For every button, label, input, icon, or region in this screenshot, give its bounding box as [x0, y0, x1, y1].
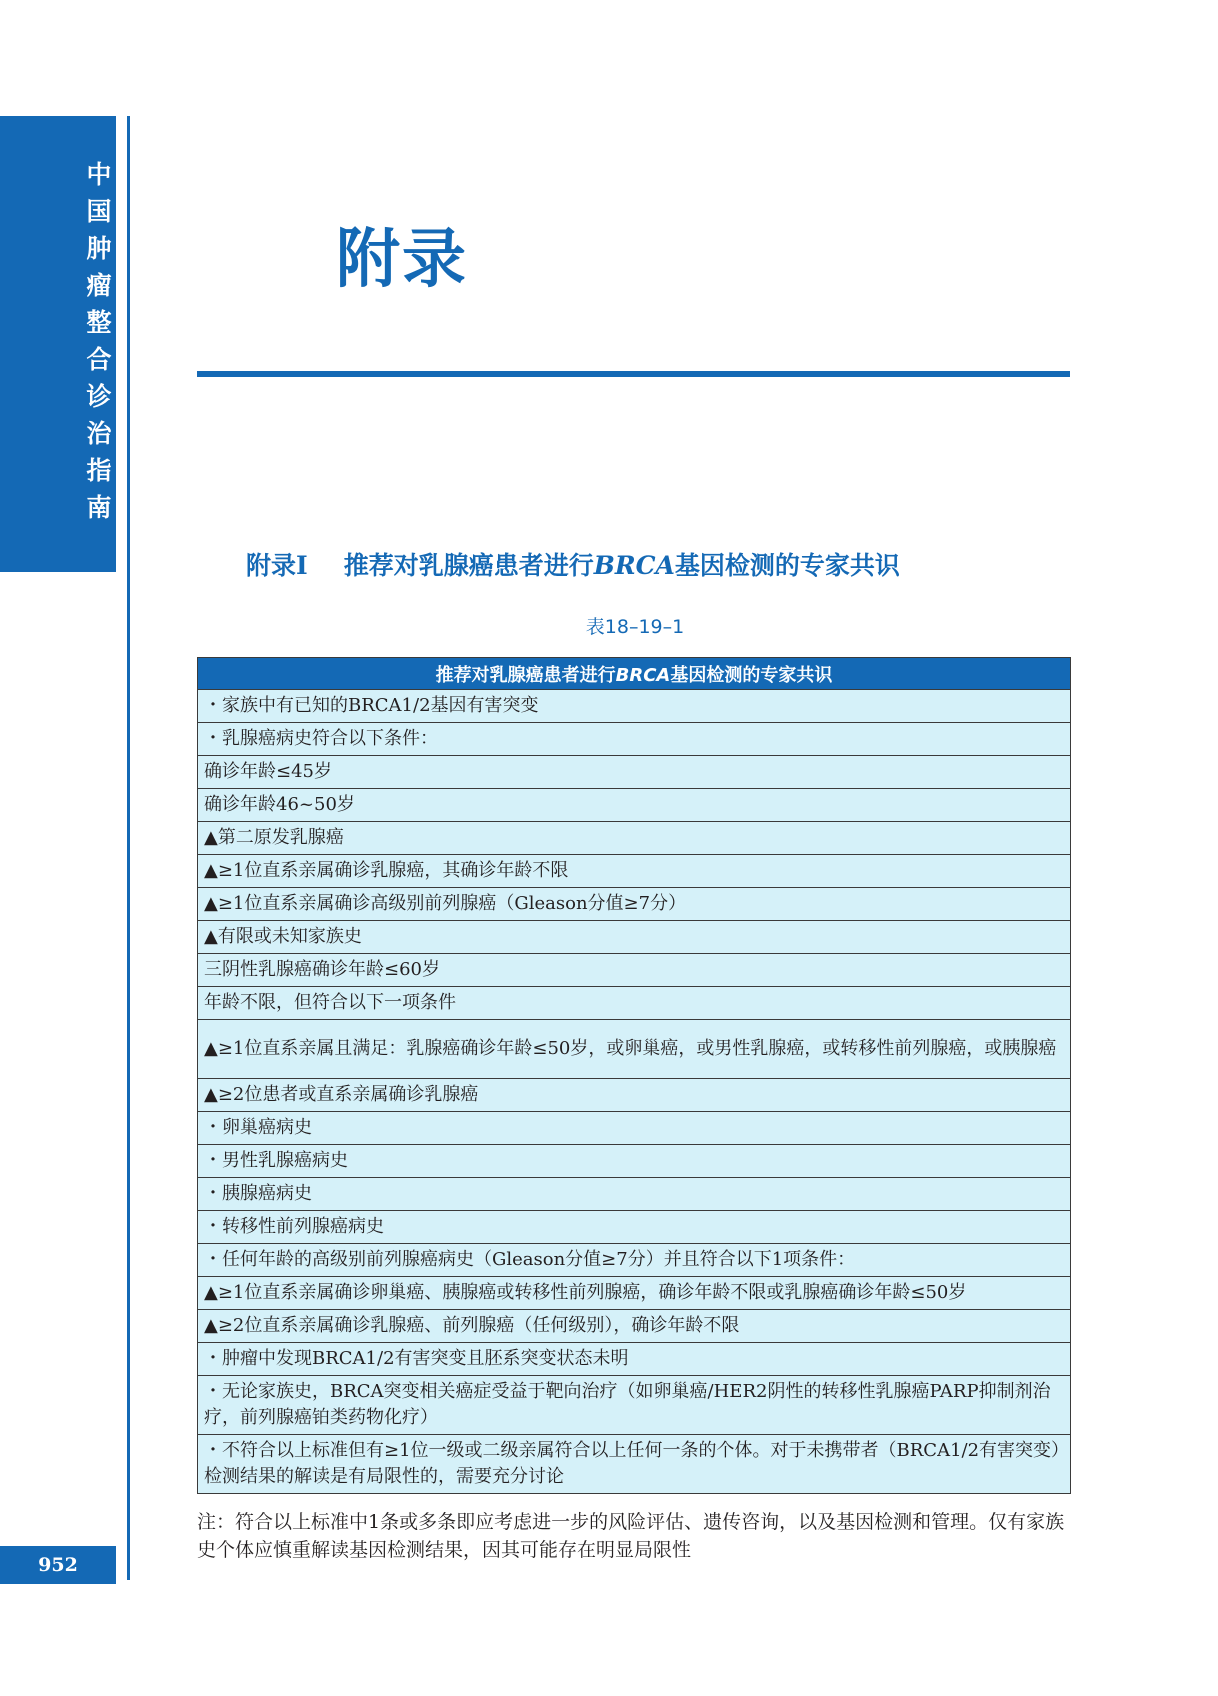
table-row	[198, 921, 1071, 954]
table-cell: ・胰腺癌病史	[198, 1178, 1071, 1211]
table-row	[198, 1343, 1071, 1376]
table-cell: ・任何年龄的高级别前列腺癌病史（Gleason分值≥7分）并且符合以下1项条件：	[198, 1244, 1071, 1277]
table-row	[198, 1244, 1071, 1277]
table-cell: 确诊年龄46~50岁	[198, 789, 1071, 822]
table-row	[198, 1178, 1071, 1211]
table-cell: ・不符合以上标准但有≥1位一级或二级亲属符合以上任何一条的个体。对于未携带者（BRCA1/2有害突变）检测结果的解读是有局限性的，需要充分讨论	[198, 1435, 1071, 1494]
table-row	[198, 1020, 1071, 1079]
appendix-title-pre: 推荐对乳腺癌患者进行	[343, 551, 594, 580]
table-row	[198, 1310, 1071, 1343]
table-row	[198, 690, 1071, 723]
table-header	[198, 658, 1071, 690]
appendix-heading	[246, 546, 1096, 586]
table-row	[198, 1211, 1071, 1244]
consensus-table	[197, 657, 1071, 1494]
table-row	[198, 987, 1071, 1020]
table-cell: 年龄不限，但符合以下一项条件	[198, 987, 1071, 1020]
table-cell: ・家族中有已知的BRCA1/2基因有害突变	[198, 690, 1071, 723]
chapter-title: 附录	[336, 223, 468, 297]
table-row	[198, 789, 1071, 822]
table-row	[198, 1079, 1071, 1112]
table-cell: ▲第二原发乳腺癌	[198, 822, 1071, 855]
header-pre: 推荐对乳腺癌患者进行	[435, 664, 616, 686]
table-row	[198, 756, 1071, 789]
margin-rule	[127, 116, 130, 1580]
table-cell: ・卵巢癌病史	[198, 1112, 1071, 1145]
table-cell: ▲≥2位患者或直系亲属确诊乳腺癌	[198, 1079, 1071, 1112]
table-cell: ・无论家族史，BRCA突变相关癌症受益于靶向治疗（如卵巢癌/HER2阴性的转移性乳腺癌PARP抑制剂治疗，前列腺癌铂类药物化疗）	[198, 1376, 1071, 1435]
table-header-row	[198, 658, 1071, 690]
table-cell: ▲≥1位直系亲属确诊乳腺癌，其确诊年龄不限	[198, 855, 1071, 888]
page-number: 952	[38, 1554, 78, 1576]
header-gene: BRCA	[615, 664, 671, 686]
table-caption: 表18–19–1	[585, 616, 685, 638]
table-cell: ・男性乳腺癌病史	[198, 1145, 1071, 1178]
table-row	[198, 822, 1071, 855]
table-row	[198, 1112, 1071, 1145]
table-cell: ・肿瘤中发现BRCA1/2有害突变且胚系突变状态未明	[198, 1343, 1071, 1376]
table-body	[198, 690, 1071, 1494]
table-cell: ・转移性前列腺癌病史	[198, 1211, 1071, 1244]
table-cell: ▲≥2位直系亲属确诊乳腺癌、前列腺癌（任何级别），确诊年龄不限	[198, 1310, 1071, 1343]
table-cell: ▲≥1位直系亲属确诊卵巢癌、胰腺癌或转移性前列腺癌，确诊年龄不限或乳腺癌确诊年龄≤50岁	[198, 1277, 1071, 1310]
table-row	[198, 1376, 1071, 1435]
table-cell: 确诊年龄≤45岁	[198, 756, 1071, 789]
header-post: 基因检测的专家共识	[670, 664, 833, 686]
table-cell: ▲有限或未知家族史	[198, 921, 1071, 954]
table-row	[198, 855, 1071, 888]
table-cell: ▲≥1位直系亲属确诊高级别前列腺癌（Gleason分值≥7分）	[198, 888, 1071, 921]
chapter-rule	[197, 371, 1070, 377]
table-row	[198, 1435, 1071, 1494]
table-row	[198, 1145, 1071, 1178]
appendix-title-post: 基因检测的专家共识	[674, 551, 900, 580]
table-cell: ▲≥1位直系亲属且满足：乳腺癌确诊年龄≤50岁，或卵巢癌，或男性乳腺癌，或转移性前列腺癌，或胰腺癌	[198, 1020, 1071, 1079]
table-note: 注：符合以上标准中1条或多条即应考虑进一步的风险评估、遗传咨询，以及基因检测和管理。仅有家族史个体应慎重解读基因检测结果，因其可能存在明显局限性	[197, 1511, 1065, 1561]
table-row	[198, 1277, 1071, 1310]
appendix-label: 附录Ⅰ	[246, 551, 308, 580]
appendix-title-gene: BRCA	[593, 551, 675, 580]
table-row	[198, 954, 1071, 987]
table-row	[198, 888, 1071, 921]
table-row	[198, 723, 1071, 756]
book-title: 中国肿瘤整合诊治指南	[83, 161, 112, 531]
table-cell: 三阴性乳腺癌确诊年龄≤60岁	[198, 954, 1071, 987]
table-cell: ・乳腺癌病史符合以下条件：	[198, 723, 1071, 756]
